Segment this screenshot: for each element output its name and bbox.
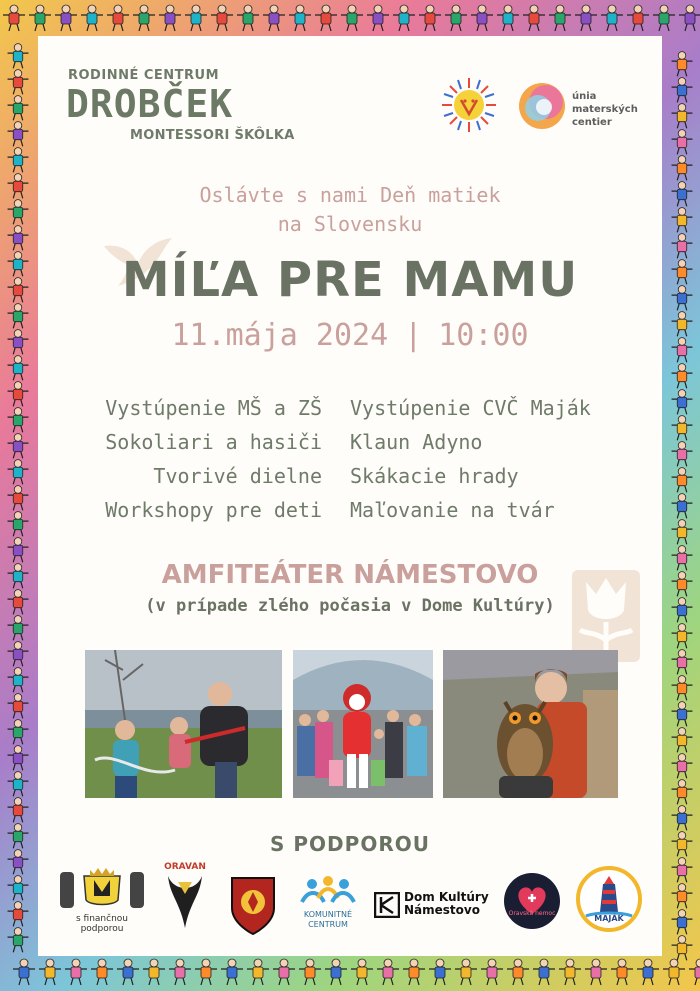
org-name: DROBČEK	[66, 82, 234, 126]
paper-chain-figure	[8, 148, 29, 173]
invite-line-1: Oslávte s nami Deň matiek	[199, 183, 501, 207]
activity-right-1: Vystúpenie CVČ Maják	[350, 396, 591, 420]
paper-chain-figure	[672, 910, 693, 935]
uma-text-line3: centier	[572, 117, 612, 128]
paper-chain-figure	[367, 5, 389, 31]
paper-chain-figure	[672, 702, 693, 727]
event-time: 10:00	[438, 318, 529, 353]
paper-chain-figure	[445, 5, 467, 31]
paper-chain-figure	[8, 486, 29, 511]
oravan-label: ORAVAN	[164, 862, 206, 872]
sponsor-logo-oravan	[160, 862, 210, 934]
paper-chain-figure	[237, 5, 259, 31]
activity-right-4: Maľovanie na tvár	[350, 498, 555, 522]
venue-name: AMFITEÁTER NÁMESTOVO	[161, 560, 539, 590]
paper-chain-figure	[672, 780, 693, 805]
paper-chain-figure	[221, 959, 243, 985]
paper-chain-figure	[55, 5, 77, 31]
paper-chain-figure	[429, 959, 451, 985]
paper-chain-figure	[8, 798, 29, 823]
event-title: MÍĽA PRE MAMU	[121, 252, 579, 308]
oravska-nemoc-label: Oravská nemoc	[508, 910, 556, 917]
paper-chain-figure	[315, 5, 337, 31]
paper-chain-figure	[672, 728, 693, 753]
heart-circle-icon	[503, 872, 561, 930]
paper-chain-figure	[8, 694, 29, 719]
paper-chain-figure	[672, 416, 693, 441]
paper-chain-figure	[549, 5, 571, 31]
paper-chain-figure	[8, 434, 29, 459]
dom-kultury-mark-icon	[374, 892, 400, 918]
paper-chain-figure	[289, 5, 311, 31]
paper-chain-figure	[29, 5, 51, 31]
paper-chain-figure	[8, 642, 29, 667]
photo-owl-falconry	[443, 650, 618, 798]
paper-chain-figure	[377, 959, 399, 985]
support-heading: S PODPOROU	[270, 832, 430, 856]
paper-chain-figure	[8, 668, 29, 693]
fire-brigade-shield-icon	[228, 874, 278, 936]
paper-chain-figure	[559, 959, 581, 985]
poster-sheet	[38, 36, 662, 956]
paper-chain-figure	[8, 96, 29, 121]
activity-right-2: Klaun Adyno	[350, 430, 483, 454]
paper-chain-figure	[601, 5, 623, 31]
invite-line-2: na Slovensku	[277, 212, 423, 236]
paper-chain-figure	[3, 5, 25, 31]
paper-chain-figure	[689, 959, 700, 985]
paper-chain-figure	[653, 5, 675, 31]
paper-chain-figure	[8, 460, 29, 485]
paper-chain-figure	[672, 754, 693, 779]
paper-chain-figure	[8, 746, 29, 771]
activity-left-2: Sokoliari a hasiči	[105, 430, 322, 454]
paper-chain-figure	[672, 104, 693, 129]
paper-chain-figure	[419, 5, 441, 31]
paper-chain-figure	[107, 5, 129, 31]
paper-chain-figure	[672, 858, 693, 883]
paper-chain-figure	[8, 356, 29, 381]
paper-chain-figure	[672, 494, 693, 519]
paper-chain-figure	[672, 52, 693, 77]
paper-chain-figure	[8, 408, 29, 433]
paper-chain-figure	[585, 959, 607, 985]
paper-chain-figure	[341, 5, 363, 31]
paper-chain-figure	[663, 959, 685, 985]
paper-chain-figure	[575, 5, 597, 31]
sponsor-logo-community-centre	[298, 876, 358, 932]
paper-chain-figure	[263, 5, 285, 31]
paper-chain-figure	[455, 959, 477, 985]
paper-chain-figure	[13, 959, 35, 985]
sponsor-caption: s finančnou podporou	[75, 914, 128, 934]
paper-chain-figure	[159, 5, 181, 31]
oravan-dancer-icon	[160, 872, 210, 928]
paper-chain-figure	[39, 959, 61, 985]
paper-chain-figure	[8, 928, 29, 953]
paper-chain-figure	[133, 5, 155, 31]
coat-of-arms-icon	[54, 866, 150, 910]
paper-chain-figure	[403, 959, 425, 985]
sponsor-logo-namestovo-coat	[54, 866, 150, 934]
paper-chain-figure	[91, 959, 113, 985]
paper-chain-figure	[533, 959, 555, 985]
paper-chain-figure	[247, 959, 269, 985]
paper-chain-figure	[8, 122, 29, 147]
paper-chain-figure	[299, 959, 321, 985]
community-label-line2: CENTRUM	[308, 920, 348, 929]
paper-chain-figure	[351, 959, 373, 985]
paper-chain-figure	[169, 959, 191, 985]
sponsor-logo-oravska-nemoc	[503, 872, 561, 930]
venue-note: (v prípade zlého počasia v Dome Kultúry)	[145, 596, 555, 616]
paper-chain-figure	[672, 806, 693, 831]
paper-chain-figure	[627, 5, 649, 31]
paper-chain-figure	[672, 676, 693, 701]
paper-chain-figure	[611, 959, 633, 985]
paper-chain-figure	[185, 5, 207, 31]
photo-mascot-crowd	[293, 650, 433, 798]
event-datetime	[0, 318, 700, 353]
paper-chain-figure	[8, 876, 29, 901]
paper-chain-figure	[679, 5, 700, 31]
paper-chain-figure	[672, 156, 693, 181]
event-date: 11.mája 2024	[171, 318, 389, 353]
datetime-separator: |	[404, 318, 423, 353]
uma-logo-label	[572, 90, 638, 129]
dom-kultury-line2: Námestovo	[404, 903, 480, 917]
uma-text-line1: únia	[572, 91, 597, 102]
activity-left-4: Workshopy pre deti	[105, 498, 322, 522]
paper-chain-figure	[195, 959, 217, 985]
org-subtitle: MONTESSORI ŠKÔLKA	[130, 128, 295, 143]
paper-chain-figure	[143, 959, 165, 985]
paper-chain-figure	[117, 959, 139, 985]
tulip-decoration-icon	[572, 570, 640, 662]
paper-chain-figure	[8, 44, 29, 69]
paper-chain-figure	[497, 5, 519, 31]
paper-chain-figure	[637, 959, 659, 985]
paper-chain-figure	[8, 902, 29, 927]
paper-chain-figure	[672, 884, 693, 909]
org-label-top: RODINNÉ CENTRUM	[68, 68, 220, 83]
paper-chain-figure	[471, 5, 493, 31]
activity-left-1: Vystúpenie MŠ a ZŠ	[105, 396, 322, 420]
paper-chain-figure	[672, 624, 693, 649]
paper-chain-figure	[8, 70, 29, 95]
paper-chain-figure	[8, 616, 29, 641]
paper-chain-figure	[8, 512, 29, 537]
dom-kultury-label	[404, 891, 489, 917]
sponsor-logo-majak	[576, 866, 642, 932]
paper-chain-figure	[672, 936, 693, 961]
paper-chain-figure	[8, 382, 29, 407]
activity-left-3: Tvorivé dielne	[153, 464, 322, 488]
sun-logo-icon	[440, 76, 498, 134]
photo-firefighter-hose	[85, 650, 282, 798]
majak-label: MAJÁK	[594, 914, 624, 923]
community-label-line1: KOMUNITNÉ	[303, 910, 353, 919]
paper-chain-figure	[81, 5, 103, 31]
paper-chain-figure	[523, 5, 545, 31]
dom-kultury-line1: Dom Kultúry	[404, 890, 489, 904]
uma-logo-icon	[516, 80, 568, 132]
paper-chain-figure	[672, 78, 693, 103]
paper-chain-figure	[8, 538, 29, 563]
paper-chain-figure	[507, 959, 529, 985]
paper-chain-figure	[8, 772, 29, 797]
paper-chain-figure	[672, 650, 693, 675]
paper-chain-figure	[65, 959, 87, 985]
paper-chain-figure	[672, 390, 693, 415]
community-label	[298, 910, 358, 930]
paper-chain-figure	[672, 520, 693, 545]
paper-chain-figure	[393, 5, 415, 31]
paper-chain-figure	[211, 5, 233, 31]
paper-chain-figure	[672, 468, 693, 493]
paper-chain-figure	[672, 364, 693, 389]
uma-text-line2: materských	[572, 104, 638, 115]
paper-chain-figure	[481, 959, 503, 985]
paper-chain-figure	[672, 130, 693, 155]
paper-chain-figure	[672, 442, 693, 467]
paper-chain-figure	[273, 959, 295, 985]
activity-right-3: Skákacie hrady	[350, 464, 519, 488]
paper-chain-figure	[325, 959, 347, 985]
sponsor-logo-dom-kultury	[374, 890, 490, 922]
community-people-icon	[298, 876, 358, 906]
paper-chain-figure	[8, 720, 29, 745]
